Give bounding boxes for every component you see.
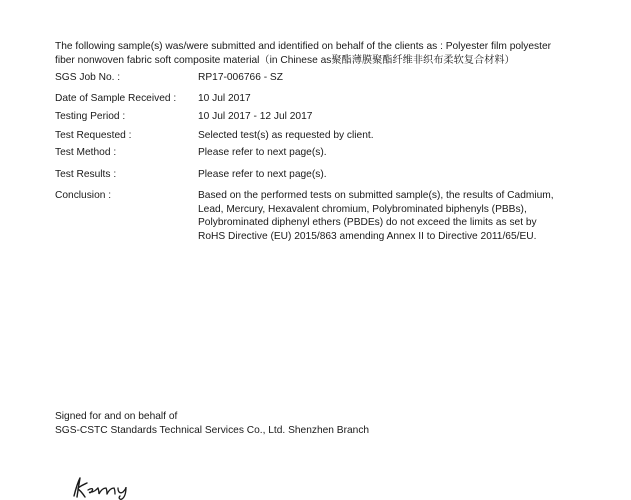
- conclusion-line-2: Lead, Mercury, Hexavalent chromium, Polybrominated biphenyls (PBBs),: [198, 203, 527, 215]
- conclusion-line-4: RoHS Directive (EU) 2015/863 amending Annex II to Directive 2011/65/EU.: [198, 230, 537, 242]
- conclusion-line-3: Polybrominated diphenyl ethers (PBDEs) do not exceed the limits as set by: [198, 217, 537, 228]
- conclusion-text: [198, 189, 618, 243]
- conclusion-label: Conclusion :: [55, 190, 112, 201]
- sample-description: [55, 40, 610, 67]
- field-test-method: [55, 146, 615, 160]
- field-value: Please refer to next page(s).: [198, 169, 327, 180]
- field-value: Please refer to next page(s).: [198, 147, 327, 158]
- field-test-results: [55, 168, 615, 182]
- field-sgs-job-no: [55, 71, 615, 85]
- field-label: Test Requested :: [55, 130, 132, 141]
- field-label: Date of Sample Received :: [55, 93, 177, 104]
- field-label: Test Method :: [55, 147, 117, 158]
- field-label: Test Results :: [55, 169, 117, 180]
- conclusion-line-1: Based on the performed tests on submitted sample(s), the results of Cadmium,: [198, 190, 554, 201]
- field-date-received: [55, 92, 615, 106]
- field-testing-period: [55, 110, 615, 124]
- signoff-line-1: Signed for and on behalf of: [55, 411, 178, 422]
- signoff-block: [55, 410, 369, 437]
- handwritten-signature: [70, 474, 150, 500]
- field-value: RP17-006766 - SZ: [198, 72, 283, 83]
- field-test-requested: [55, 129, 615, 143]
- field-value: Selected test(s) as requested by client.: [198, 130, 374, 141]
- signoff-company: SGS-CSTC Standards Technical Services Co., Ltd. Shenzhen Branch: [55, 424, 370, 436]
- field-value: 10 Jul 2017 - 12 Jul 2017: [198, 111, 313, 122]
- field-label: Testing Period :: [55, 111, 126, 122]
- sample-description-line-2: fiber nonwoven fabric soft composite material（in Chinese as聚酯薄膜聚酯纤维非织布柔软复合材料）: [55, 54, 515, 66]
- field-value: 10 Jul 2017: [198, 93, 251, 104]
- sample-description-line-1: The following sample(s) was/were submitted and identified on behalf of the clients as : Polyester film polyester: [55, 41, 552, 52]
- field-label: SGS Job No. :: [55, 72, 121, 83]
